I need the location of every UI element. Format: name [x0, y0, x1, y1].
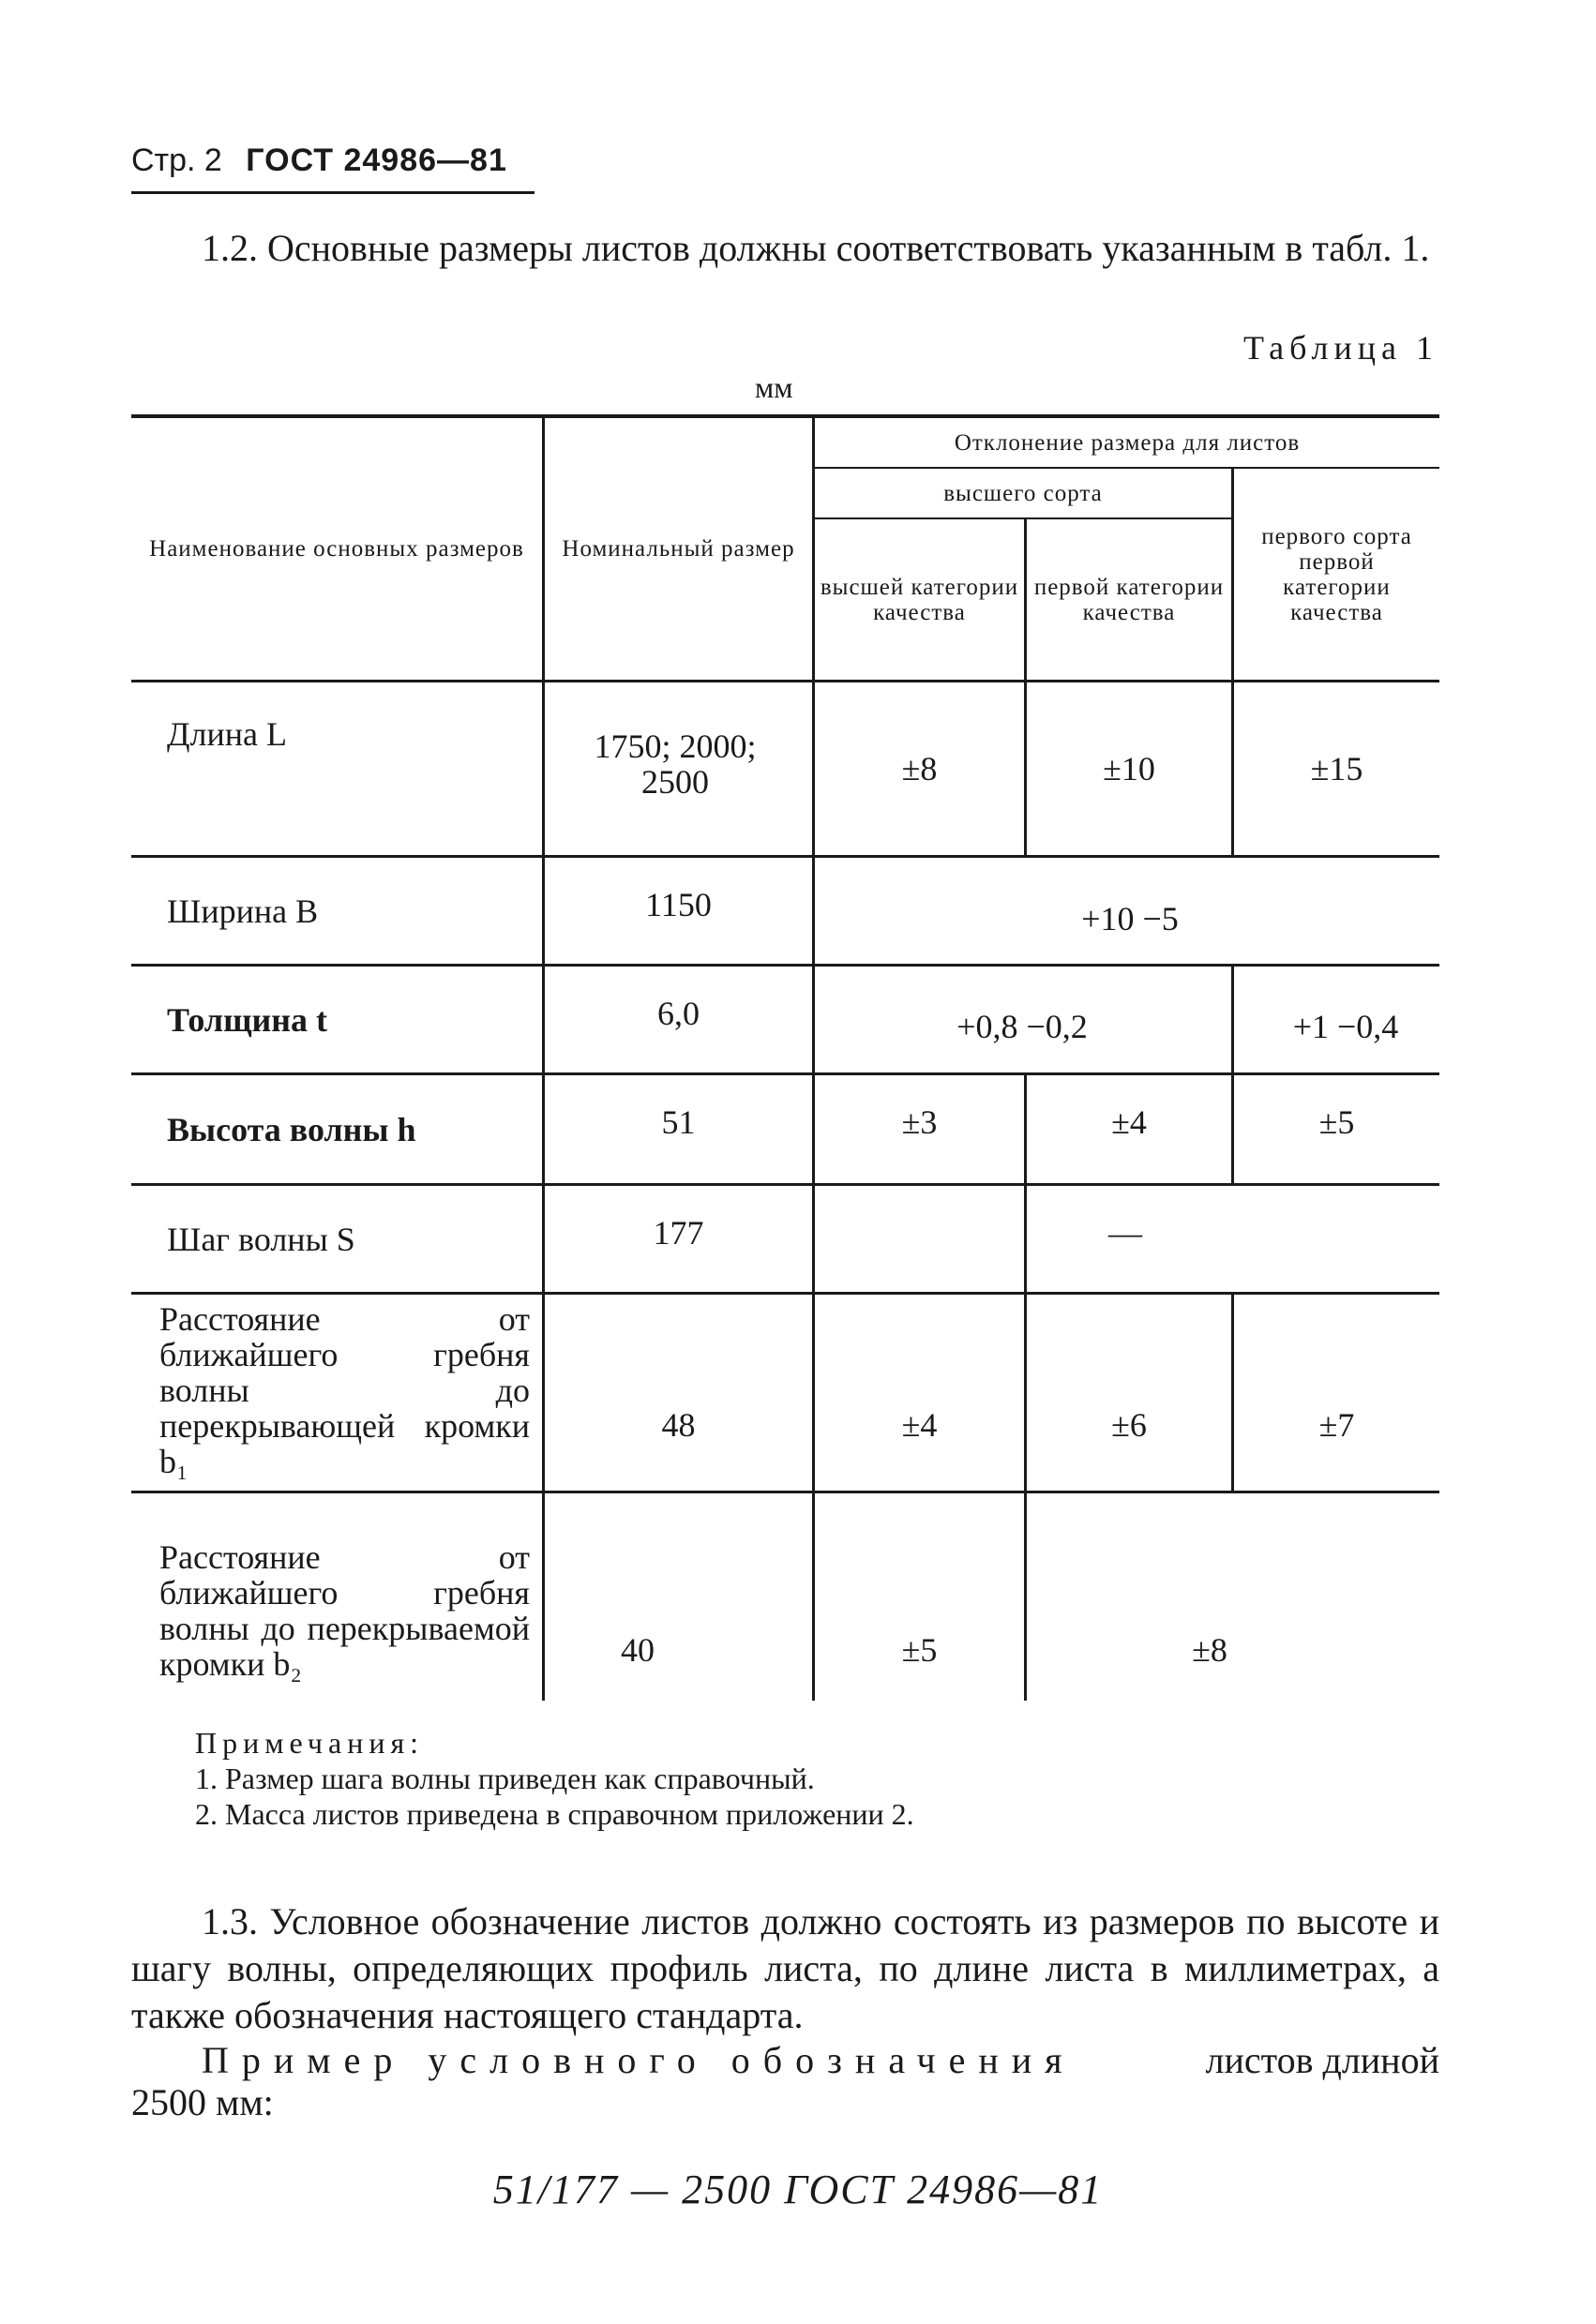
page-number: Стр. 2	[131, 142, 222, 178]
table-cell-dev: ±6	[1111, 1406, 1147, 1444]
row-rule-6	[131, 1491, 1439, 1493]
table-cell-dev-merged: ±8	[1192, 1631, 1227, 1669]
table-cell-dev: ±15	[1310, 750, 1363, 787]
example-block	[131, 2039, 1439, 2123]
col-header-first-category: первой категории качества	[1033, 574, 1225, 625]
note-item: 1. Размер шага волны приведен как справочный.	[195, 1762, 815, 1795]
table-cell-dev: ±4	[1111, 1103, 1147, 1141]
col-header-first-grade: первого сорта первой категории качества	[1261, 523, 1412, 625]
table-row-name: Длина L	[167, 715, 288, 753]
table-cell-dev: ±8	[901, 750, 938, 787]
table-label: Таблица 1	[1243, 329, 1438, 367]
table-cell-dev: ±5	[1318, 1103, 1355, 1141]
header-underline	[131, 191, 535, 194]
table-row-name: Ширина B	[167, 892, 319, 930]
table-unit: мм	[755, 370, 793, 404]
table-cell-nominal: 1150	[645, 886, 712, 923]
table-cell-dev: ±4	[901, 1406, 938, 1444]
page-header	[131, 142, 507, 179]
table-cell-dev: ±10	[1103, 750, 1155, 787]
table-row-name: Высота волны h	[167, 1110, 416, 1148]
col-header-nominal: Номинальный размер	[562, 536, 795, 562]
table-row-name: Расстояние от ближайшего гребня волны до перекрываемой кромки b₂	[159, 1537, 530, 1683]
table-cell-nominal: 51	[661, 1103, 696, 1141]
table-cell-dev-merged: +0,8 −0,2	[956, 1008, 1088, 1045]
table-cell-nominal: 40	[621, 1631, 655, 1669]
table-cell-nominal: 48	[661, 1406, 696, 1444]
col-header-name: Наименование основных размеров	[149, 536, 524, 562]
table-row-name: Шаг волны S	[167, 1220, 355, 1258]
vline-dev-2-thick	[1231, 966, 1234, 1072]
example-line2: 2500 мм:	[131, 2081, 274, 2123]
table-cell-dev: ±5	[901, 1631, 938, 1669]
example-designation: 51/177 — 2500 ГОСТ 24986—81	[492, 2167, 1104, 2212]
table-cell-dev-merged: +10 −5	[1081, 900, 1179, 937]
row-rule-5	[131, 1292, 1439, 1295]
col-header-top-grade: высшего сорта	[943, 480, 1103, 506]
note-item: 2. Масса листов приведена в справочном приложении 2.	[195, 1797, 914, 1831]
example-label-rest: листов длиной	[1205, 2039, 1439, 2081]
table-notes	[195, 1725, 914, 1832]
table-cell-dev: ±3	[901, 1103, 938, 1141]
table-row-name: Расстояние от ближайшего гребня волны до перекрывающей кромки b₁	[159, 1299, 530, 1480]
table-row-name: Толщина t	[167, 1000, 327, 1039]
table-cell-nominal: 177	[653, 1214, 704, 1252]
example-label: Пример условного обозначения	[202, 2039, 1076, 2081]
notes-title: Примечания:	[195, 1726, 425, 1760]
table-cell-dev-merged: —	[1108, 1214, 1142, 1252]
standard-number: ГОСТ 24986—81	[246, 142, 507, 178]
col-header-deviation: Отклонение размера для листов	[954, 429, 1301, 456]
paragraph-1-3: 1.3. Условное обозначение листов должно состоять из размеров по высоте и шагу волны, определяющих профиль листа, по длине листа в миллиметрах, а также обозначения настоящего стандарта.	[131, 1900, 1439, 2036]
paragraph-1-2: 1.2. Основные размеры листов должны соответствовать указанным в табл. 1.	[202, 227, 1430, 269]
table-cell-dev: +1 −0,4	[1292, 1008, 1399, 1045]
table-cell-nominal: 6,0	[657, 995, 700, 1032]
table-cell-dev: ±7	[1318, 1406, 1355, 1444]
table-cell-nominal: 1750; 2000; 2500	[594, 727, 757, 801]
col-header-top-category: высшей категории качества	[820, 574, 1019, 625]
